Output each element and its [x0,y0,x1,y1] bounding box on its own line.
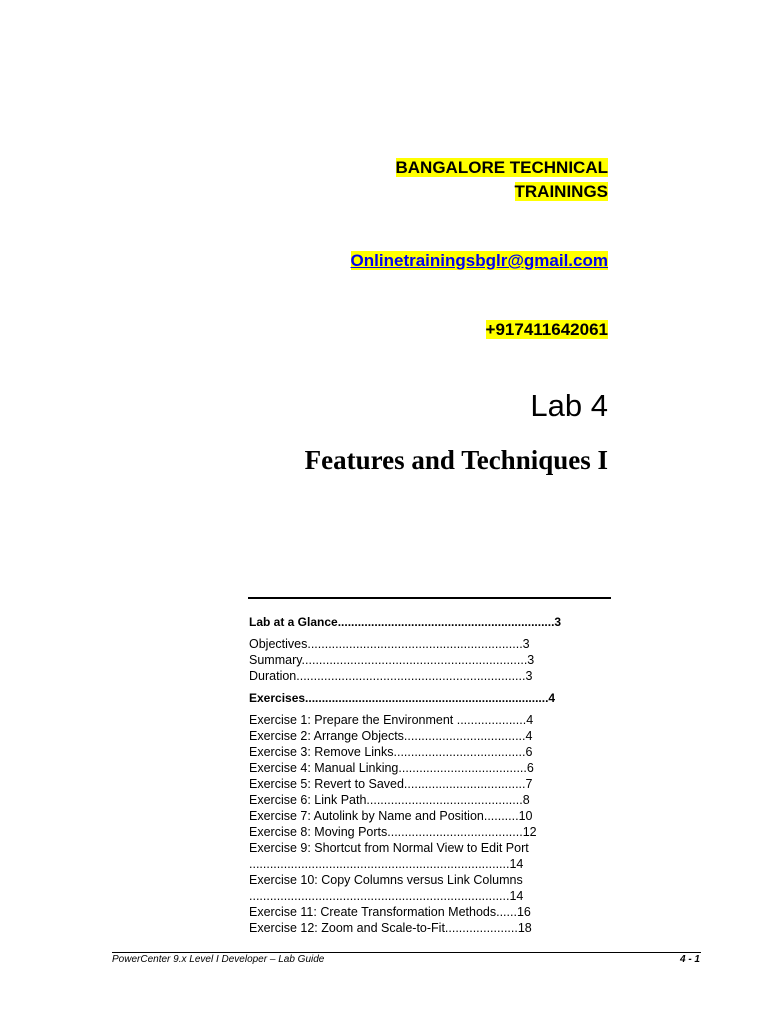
toc-entry[interactable]: Exercise 5: Revert to Saved...................................7 [249,777,533,791]
toc-entry[interactable]: Exercise 3: Remove Links......................................6 [249,745,533,759]
toc-entry[interactable]: ...........................................................................14 [249,889,524,903]
footer-page-number: 4 - 1 [679,954,700,965]
toc-entry[interactable]: Exercise 11: Create Transformation Methods......16 [249,905,531,919]
email-link[interactable]: Onlinetrainingsbglr@gmail.com [350,251,608,270]
toc-entry[interactable]: Exercise 8: Moving Ports.......................................12 [249,825,537,839]
toc-entry[interactable]: Duration..................................................................3 [249,669,533,683]
toc-entry[interactable]: Exercise 6: Link Path.............................................8 [249,793,530,807]
lab-subtitle: Features and Techniques I [304,445,608,475]
footer-rule [112,952,701,953]
toc-top-rule [248,597,611,599]
table-of-contents [249,614,609,936]
toc-entry[interactable]: Exercise 1: Prepare the Environment ....................4 [249,713,534,727]
toc-section-lab-at-a-glance[interactable]: Lab at a Glance.................................................................3 [249,615,562,629]
toc-section-exercises[interactable]: Exercises.........................................................................4 [249,691,556,705]
toc-entry[interactable]: Exercise 2: Arrange Objects...................................4 [249,729,533,743]
toc-entry[interactable]: Summary.................................................................3 [249,653,535,667]
lab-title: Lab 4 [530,388,608,423]
toc-entry[interactable]: Objectives..............................................................3 [249,637,530,651]
toc-entry[interactable]: Exercise 10: Copy Columns versus Link Columns [249,873,523,887]
footer-guide-title: PowerCenter 9.x Level I Developer – Lab Guide [112,954,325,965]
toc-entry[interactable]: Exercise 9: Shortcut from Normal View to Edit Port [249,841,529,855]
toc-entry[interactable]: ...........................................................................14 [249,857,524,871]
toc-entry[interactable]: Exercise 12: Zoom and Scale-to-Fit.....................18 [249,921,532,935]
toc-entry[interactable]: Exercise 4: Manual Linking.....................................6 [249,761,534,775]
org-name-line1: BANGALORE TECHNICAL [395,158,608,177]
toc-entry[interactable]: Exercise 7: Autolink by Name and Position..........10 [249,809,533,823]
org-name-line2: TRAININGS [514,182,608,201]
phone-number: +917411642061 [485,320,608,339]
